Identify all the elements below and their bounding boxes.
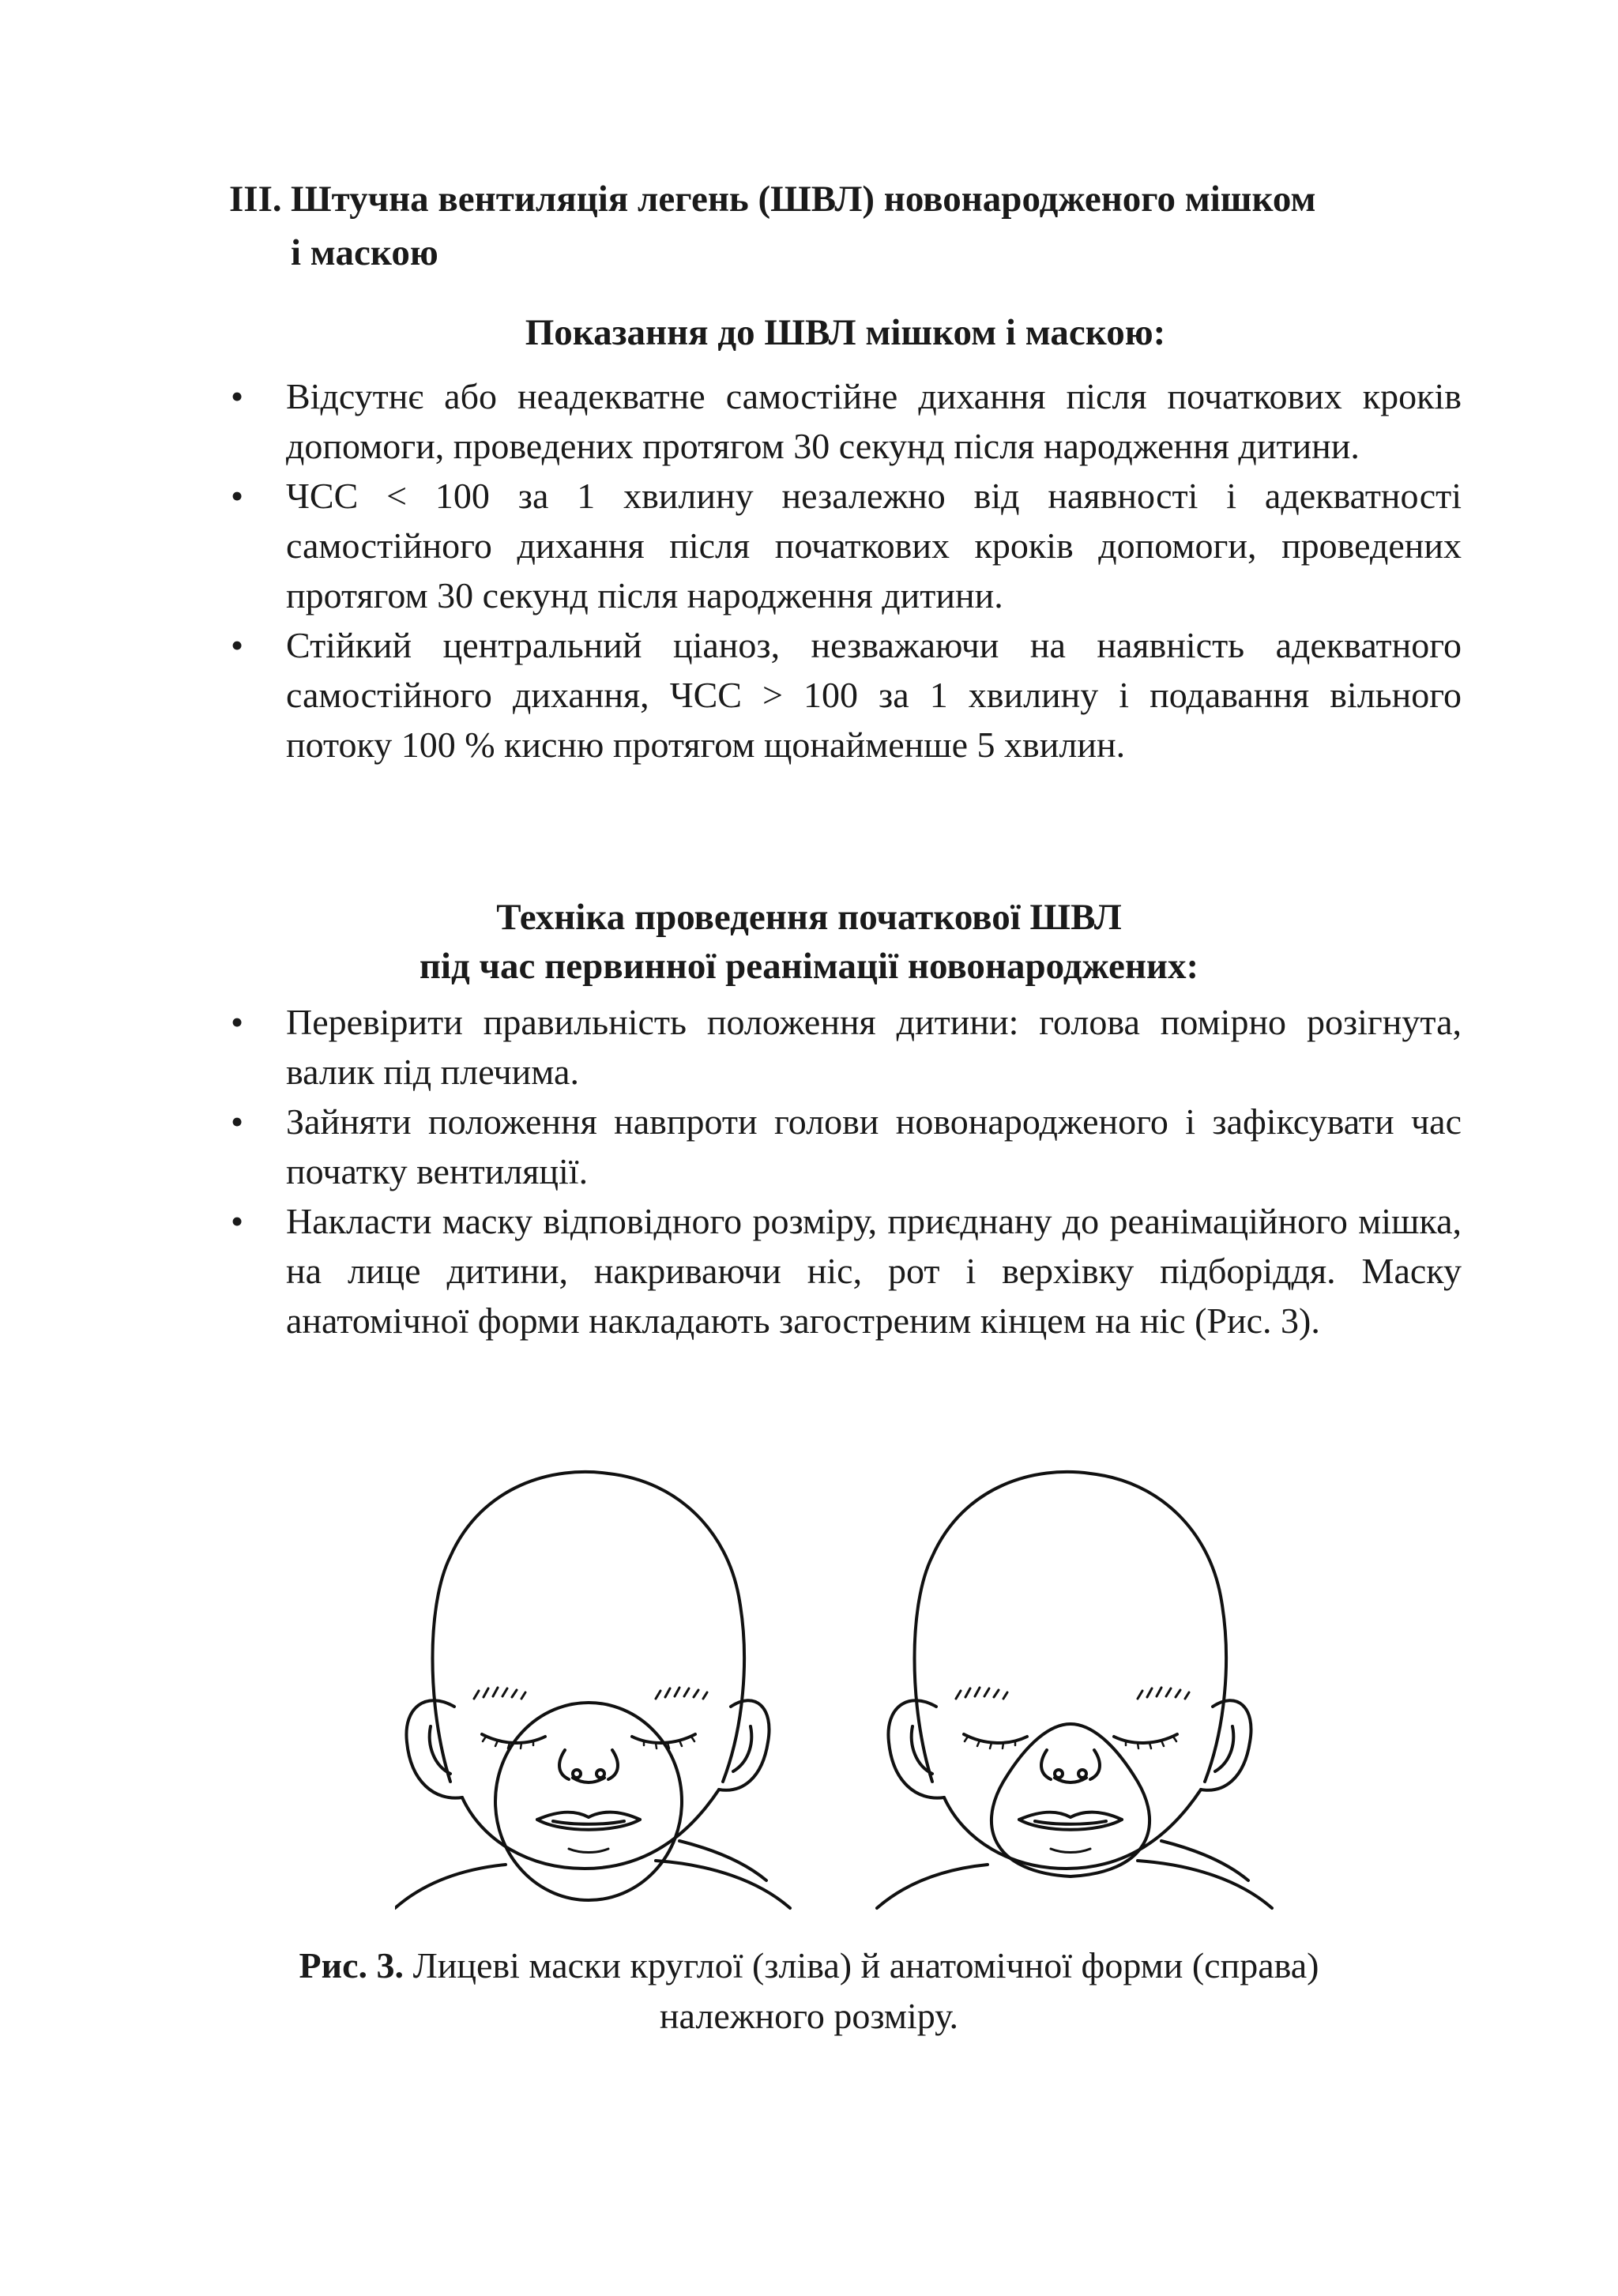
figure-caption-text-line1: Лицеві маски круглої (зліва) й анатомічної форми (справа) (404, 1945, 1319, 1985)
list-item (228, 371, 1462, 471)
bullet-icon: • (231, 1101, 244, 1142)
infant-face-anatomical-mask-drawing (877, 1472, 1272, 1908)
list-item (228, 471, 1462, 620)
section-heading (229, 172, 1462, 280)
bullet-icon: • (231, 476, 244, 516)
list-item (228, 997, 1462, 1097)
figure-caption (0, 1940, 1618, 2042)
bullet-icon: • (231, 1201, 244, 1241)
section-title-line2: і маскою (291, 232, 438, 273)
figure-3-illustration (395, 1470, 1288, 1912)
list-item-text: ЧСС < 100 за 1 хвилину незалежно від наявності і адекватності самостійного дихання після початкових кроків допомоги, проведених протягом 30 секунд після народження дитини. (286, 476, 1462, 615)
list-item (228, 620, 1462, 770)
list-item-text: Зайняти положення навпроти голови новонародженого і зафіксувати час початку вентиляції. (286, 1101, 1462, 1191)
figure-caption-text-line2: належного розміру. (659, 1996, 959, 2036)
list-item-text: Стійкий центральний ціаноз, незважаючи на наявність адекватного самостійного дихання, ЧСС > 100 за 1 хвилину і подавання вільного потоку 100 % кисню протягом щонайменше 5 хвилин. (286, 625, 1462, 765)
technique-list (228, 997, 1462, 1346)
bullet-icon: • (231, 1002, 244, 1042)
list-item (228, 1097, 1462, 1196)
technique-heading-line1: Техніка проведення початкової ШВЛ (496, 897, 1122, 938)
indications-heading: Показання до ШВЛ мішком і маскою: (525, 312, 1166, 353)
technique-heading (0, 893, 1618, 991)
bullet-icon: • (231, 625, 244, 665)
list-item (228, 1196, 1462, 1346)
list-item-text: Відсутнє або неадекватне самостійне дихання після початкових кроків допомоги, проведених протягом 30 секунд після народження дитини. (286, 376, 1462, 466)
list-item-text: Накласти маску відповідного розміру, приєднану до реанімаційного мішка, на лице дитини, накриваючи ніс, рот і верхівку підборіддя. Маску анатомічної форми накладають загостреним кінцем на ніс (Рис. 3). (286, 1201, 1462, 1341)
section-number: III. (229, 179, 282, 220)
list-item-text: Перевірити правильність положення дитини: голова помірно розігнута, валик під плечима. (286, 1002, 1462, 1092)
section-title-line1: Штучна вентиляція легень (ШВЛ) новонародженого мішком (291, 179, 1316, 220)
infant-face-round-mask-drawing (395, 1472, 790, 1908)
bullet-icon: • (231, 376, 244, 416)
figure-caption-label: Рис. 3. (299, 1945, 404, 1985)
technique-heading-line2: під час первинної реанімації новонароджених: (419, 946, 1199, 987)
indications-list (228, 371, 1462, 770)
